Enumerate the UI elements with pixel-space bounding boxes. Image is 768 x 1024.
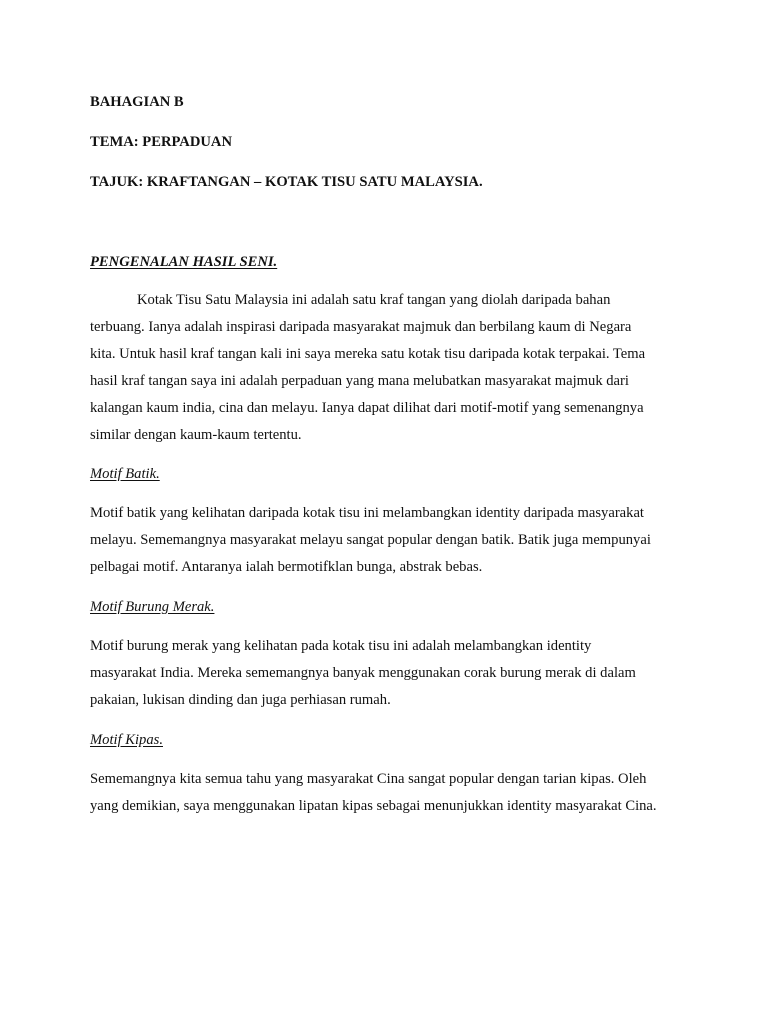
intro-paragraph-line: kalangan kaum india, cina dan melayu. Ianya dapat dilihat dari motif-motif yang semenangnya [90, 400, 644, 416]
kipas-heading: Motif Kipas. [90, 732, 163, 748]
batik-paragraph-line: pelbagai motif. Antaranya ialah bermotifklan bunga, abstrak bebas. [90, 559, 483, 575]
merak-paragraph-line: masyarakat India. Mereka sememangnya banyak menggunakan corak burung merak di dalam [90, 665, 636, 681]
batik-heading: Motif Batik. [90, 466, 160, 482]
kipas-paragraph-line: yang demikian, saya menggunakan lipatan kipas sebagai menunjukkan identity masyarakat Cina. [90, 798, 657, 814]
theme-label: TEMA: PERPADUAN [90, 134, 233, 150]
document-title: TAJUK: KRAFTANGAN – KOTAK TISU SATU MALAYSIA. [90, 174, 483, 190]
merak-heading: Motif Burung Merak. [90, 599, 215, 615]
section-label: BAHAGIAN B [90, 94, 184, 110]
intro-paragraph-line: terbuang. Ianya adalah inspirasi daripada masyarakat majmuk dan berbilang kaum di Negara [90, 319, 632, 335]
intro-paragraph-line: Kotak Tisu Satu Malaysia ini adalah satu kraf tangan yang diolah daripada bahan [137, 292, 611, 308]
intro-paragraph-line: similar dengan kaum-kaum tertentu. [90, 427, 302, 443]
batik-paragraph-line: Motif batik yang kelihatan daripada kotak tisu ini melambangkan identity daripada masyarakat [90, 505, 644, 521]
intro-heading: PENGENALAN HASIL SENI. [90, 254, 278, 270]
merak-paragraph-line: Motif burung merak yang kelihatan pada kotak tisu ini adalah melambangkan identity [90, 638, 592, 654]
merak-paragraph-line: pakaian, lukisan dinding dan juga perhiasan rumah. [90, 692, 391, 708]
batik-paragraph-line: melayu. Sememangnya masyarakat melayu sangat popular dengan batik. Batik juga mempunyai [90, 532, 651, 548]
intro-paragraph-line: kita. Untuk hasil kraf tangan kali ini saya mereka satu kotak tisu daripada kotak terpakai. Tema [90, 346, 646, 362]
intro-paragraph-line: hasil kraf tangan saya ini adalah perpaduan yang mana melubatkan masyarakat majmuk dari [90, 373, 629, 389]
kipas-paragraph-line: Sememangnya kita semua tahu yang masyarakat Cina sangat popular dengan tarian kipas. Oleh [90, 771, 647, 787]
